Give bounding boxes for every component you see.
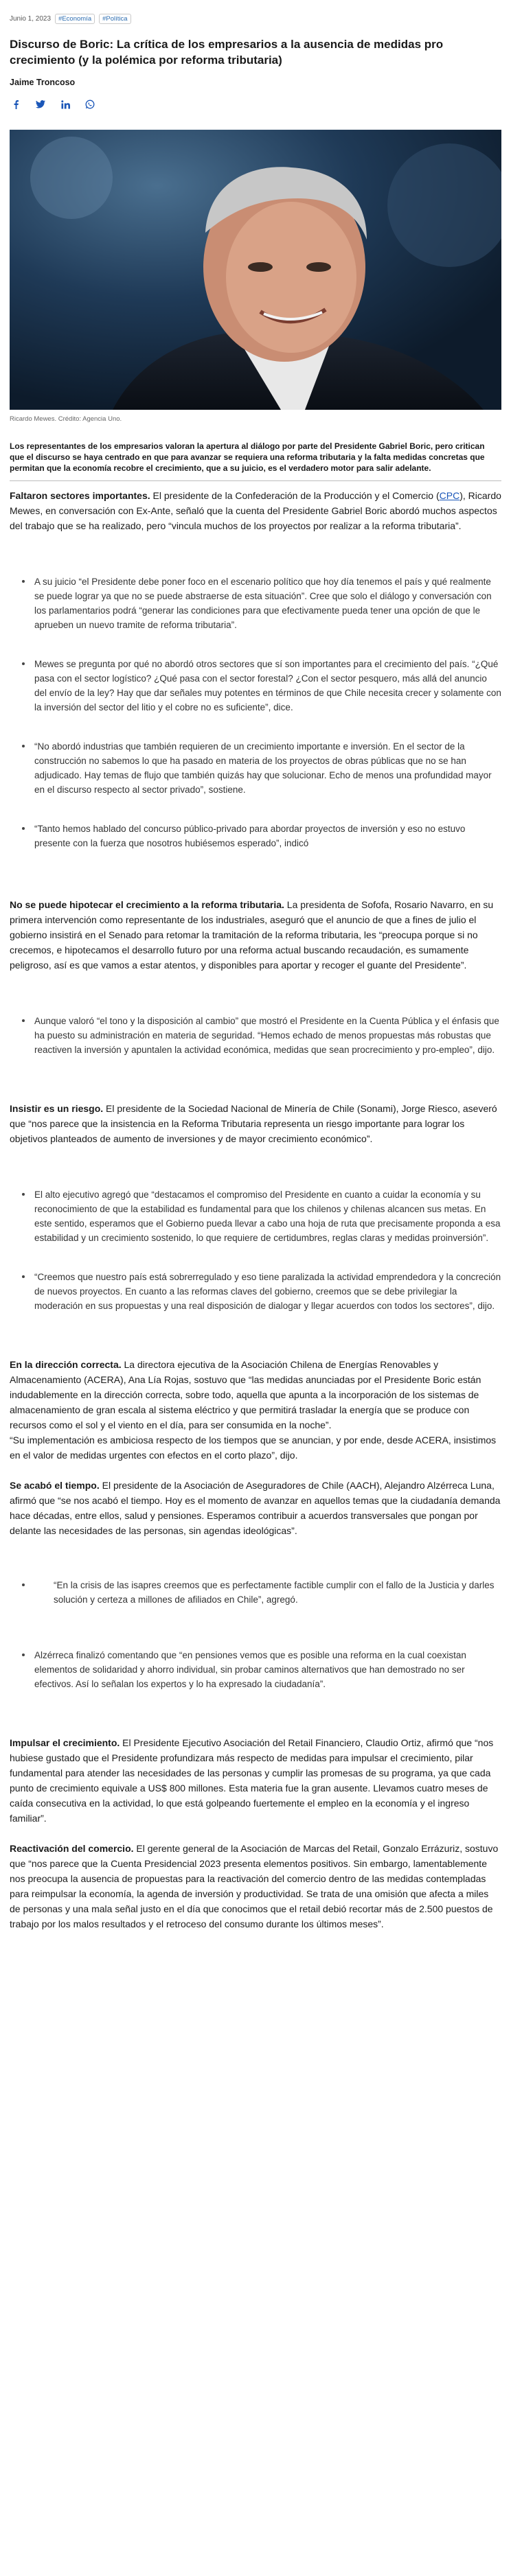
list-item: Aunque valoró “el tono y la disposición al cambio” que mostró el Presidente en la Cuenta Pública y el énfasis que ha puesto su administración en materia de seguridad. “Hemos echado de menos propuestas más robustas que reactiven la inversión y apuntalen la actividad económica, medidas que sean procrecimiento y pro-empleo”, dijo. [10,1014,501,1057]
author-name[interactable]: Jaime Troncoso [10,78,76,87]
cpc-link[interactable]: CPC [439,490,460,501]
section-paragraph: “Su implementación es ambiciosa respecto de los tiempos que se anuncian, y por ende, desde ACERA, insistimos en el valor de medidas urgentes con efectos en el corto plazo”, dijo. [10,1435,497,1461]
tag-economia[interactable]: #Economía [55,14,95,24]
list-item: Mewes se pregunta por qué no abordó otros sectores que sí son importantes para el crecimiento del país. “¿Qué pasa con el sector logístico? ¿Qué pasa con el sector forestal? ¿Con el sector pesquero, más allá del anuncio del envío de la ley? Hay que dar señales muy potentes en términos de que Chile necesita crecer y solamente con la inversión del sector del litio y el cobre no es suficiente”, dice. [10,657,501,715]
article-lead: Los representantes de los empresarios valoran la apertura al diálogo por parte del Presidente Gabriel Boric, pero critican que el discurso se haya centrado en que para avanzar se requiera una reforma tributaria y la falta medidas concretas que permitan que la economía recobre el crecimiento, que a su juicio, es el verdadero motor para salir adelante. [10,441,501,481]
section-heading: Reactivación del comercio. [10,1843,134,1854]
facebook-icon[interactable] [10,98,22,111]
photo-caption: Ricardo Mewes. Crédito: Agencia Uno. [10,415,122,423]
whatsapp-icon[interactable] [84,98,96,111]
linkedin-icon[interactable] [59,98,71,111]
section-heading: Impulsar el crecimiento. [10,1737,120,1748]
section-paragraph: Insistir es un riesgo. El presidente de la Sociedad Nacional de Minería de Chile (Sonami), Jorge Riesco, aseveró que “nos parece que la insistencia en la Reforma Tributaria representa un riesgo importante para lograr los objetivos planteados de aumento de inversiones y de mayor crecimiento económico”. [10,1103,497,1144]
section-paragraph: Faltaron sectores importantes. El presidente de la Confederación de la Producción y el Comercio (CPC), Ricardo Mewes, en conversación con Ex-Ante, señaló que la cuenta del Presidente Gabriel Boric abordó muchos aspectos del trabajo que se ha realizado, pero “vincula muchos de los proyectos por realizar a la reforma tributaria”. [10,490,501,531]
list-item: El alto ejecutivo agregó que “destacamos el compromiso del Presidente en cuanto a cuidar la economía y su reconocimiento de que la estabilidad es fundamental para que los chilenos y chilenas alcancen sus metas. En este sentido, esperamos que el Gobierno pueda llevar a cabo una hoja de ruta que precisamente proponda a esa estabilidad y un crecimiento sostenido, lo que requiere de certidumbres, reglas claras y medidas proinversión”. [10,1187,501,1245]
twitter-icon[interactable] [34,98,47,111]
hero-photo [10,130,501,410]
article-title: Discurso de Boric: La crítica de los empresarios a la ausencia de medidas pro crecimiento (y la polémica por reforma tributaria) [10,38,444,67]
list-item: “Creemos que nuestro país está sobrerregulado y eso tiene paralizada la actividad emprendedora y la concreción de nuevos proyectos. En cuanto a las reformas claves del gobierno, creemos que se debe privilegiar la moderación en sus propuestas y una real disposición de dialogar y llegar acuerdos con todos los sectores”, dijo. [10,1270,501,1313]
section-paragraph: Impulsar el crecimiento. El Presidente Ejecutivo Asociación del Retail Financiero, Claudio Ortiz, afirmó que “nos hubiese gustado que el Presidente profundizara más respecto de medidas para impulsar el crecimiento, pilar fundamental para atender las necesidades de las personas y cumplir las promesas de su programa, ya que cada punto de crecimiento equivale a US$ 800 millones. Esta materia fue la gran ausente. Llevamos cuatro meses de caída consecutiva en la actividad, lo que está golpeando fuertemente el empleo en la economía y el ingreso familiar”. [10,1737,494,1824]
bullet-list [10,1578,501,1691]
section-heading: Faltaron sectores importantes. [10,490,150,501]
list-item: “Tanto hemos hablado del concurso público-privado para abordar proyectos de inversión y eso no estuvo presente con la fuerza que nosotros hubiésemos esperado”, indicó [10,822,501,850]
article-meta [10,0,501,24]
section-paragraph: Se acabó el tiempo. El presidente de la Asociación de Aseguradores de Chile (AACH), Alejandro Alzérreca Luna, afirmó que “se nos acabó el tiempo. Hoy es el momento de avanzar en aquellos temas que la ciudadanía demanda hace décadas, entre ellos, salud y pensiones. Esperamos contribuir a acuerdos transversales que pongan por delante las necesidades de las personas, sin agendas ideológicas”. [10,1480,501,1536]
section-paragraph: No se puede hipotecar el crecimiento a la reforma tributaria. La presidenta de Sofofa, Rosario Navarro, en su primera intervención como representante de los industriales, aseguró que el anuncio de que a fines de julio el gobierno insistirá en el Senado para retomar la tramitación de la reforma tributaria, les “preocupa porque si no crecemos, e hipotecamos el desarrollo futuro por una reforma actual buscando recaudación, es sumamente peligroso, así es que vamos a estar atentos, y disponibles para aportar y recoger el guante del Presidente”. [10,899,494,971]
section-paragraph: Reactivación del comercio. El gerente general de la Asociación de Marcas del Retail, Gonzalo Errázuriz, sostuvo que “nos parece que la Cuenta Presidencial 2023 presenta elementos positivos. Sin embargo, lamentablemente nos preocupa la ausencia de propuestas para la reactivación del comercio dentro de las medidas contempladas para reimpulsar la economía, la agenda de inversión y productividad. Se trata de una omisión que afecta a miles de personas y una mala señal justo en el día que conocimos que el retail debió recortar más de 2.500 puestos de trabajo por los malos resultados y el retroceso del consumo durante los últimos meses”. [10,1843,499,1929]
bullet-list [10,1014,501,1057]
bullet-list [10,1187,501,1313]
section-heading: Insistir es un riesgo. [10,1103,104,1114]
share-bar [10,98,501,111]
bullet-list [10,575,501,850]
list-item: Alzérreca finalizó comentando que “en pensiones vemos que es posible una reforma en la cual coexistan elementos de solidaridad y ahorro individual, sin probar caminos alternativos que han demostrado no ser efectivos. Así lo señalan los expertos y lo ha expresado la ciudadanía”. [10,1648,501,1691]
section-paragraph: En la dirección correcta. La directora ejecutiva de la Asociación Chilena de Energías Renovables y Almacenamiento (ACERA), Ana Lía Rojas, sostuvo que “las medidas anunciadas por el Presidente Boric están indudablemente en la dirección correcta, sobre todo, aquella que apunta a la incorporación de los sistemas de almacenamiento de gran escala al sistema eléctrico y que permitirá trasladar la energía que se produce con recursos como el sol y el viento en el día, para ser consumida en la noche”. [10,1359,481,1430]
list-item: “No abordó industrias que también requieren de un crecimiento importante e inversión. En el sector de la construcción no sabemos lo que ha pasado en materia de los proyectos de obras públicas que no se han adjudicado. Hay temas de flujo que también quizás hay que solucionar. Echo de menos una profundidad mayor en el discurso respecto al sector privado”, sostiene. [10,739,501,797]
section-heading: En la dirección correcta. [10,1359,122,1370]
section-heading: No se puede hipotecar el crecimiento a la reforma tributaria. [10,899,284,910]
tag-politica[interactable]: #Política [99,14,130,24]
list-item: A su juicio “el Presidente debe poner foco en el escenario político que hoy día tenemos el país y qué realmente se puede lograr ya que no se puede abstraerse de esta situación”. Cree que solo el diálogo y conversación con los parlamentarios podrá “generar las condiciones para que efectivamente pueda tener una opción de que le aprueben un nuevo tramite de reforma tributaria”. [10,575,501,632]
section-heading: Se acabó el tiempo. [10,1480,100,1491]
publish-date: Junio 1, 2023 [10,15,52,23]
list-item: “En la crisis de las isapres creemos que es perfectamente factible cumplir con el fallo de la Justicia y darles solución y certeza a millones de afiliados en Chile”, agregó. [10,1578,501,1607]
